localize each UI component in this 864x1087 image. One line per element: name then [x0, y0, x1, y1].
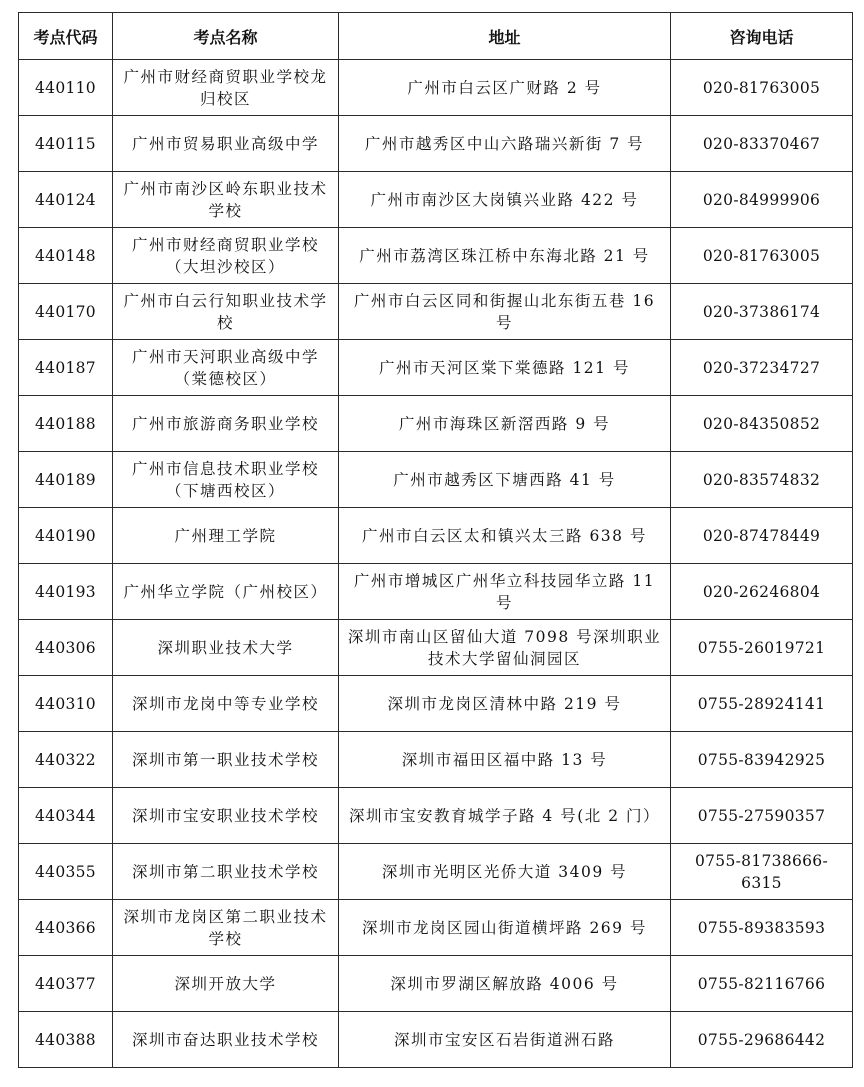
site-code-cell: 440148	[19, 228, 113, 284]
site-name-cell: 广州市财经商贸职业学校龙归校区	[113, 60, 339, 116]
header-site-code: 考点代码	[19, 13, 113, 60]
table-row	[19, 228, 853, 284]
phone-cell: 020-84999906	[671, 172, 853, 228]
table-row	[19, 60, 853, 116]
table-row	[19, 788, 853, 844]
address-cell: 深圳市宝安教育城学子路 4 号(北 2 门）	[339, 788, 671, 844]
table-row	[19, 396, 853, 452]
address-cell: 广州市增城区广州华立科技园华立路 11 号	[339, 564, 671, 620]
address-cell: 广州市白云区太和镇兴太三路 638 号	[339, 508, 671, 564]
site-name-cell: 深圳市第一职业技术学校	[113, 732, 339, 788]
table-row	[19, 564, 853, 620]
address-cell: 广州市白云区同和街握山北东街五巷 16 号	[339, 284, 671, 340]
site-name-cell: 广州市信息技术职业学校（下塘西校区）	[113, 452, 339, 508]
phone-cell: 020-37386174	[671, 284, 853, 340]
phone-cell: 0755-83942925	[671, 732, 853, 788]
address-cell: 深圳市南山区留仙大道 7098 号深圳职业技术大学留仙洞园区	[339, 620, 671, 676]
table-header	[19, 13, 853, 60]
site-code-cell: 440124	[19, 172, 113, 228]
site-name-cell: 广州市白云行知职业技术学校	[113, 284, 339, 340]
phone-cell: 0755-82116766	[671, 956, 853, 1012]
site-code-cell: 440188	[19, 396, 113, 452]
address-cell: 深圳市宝安区石岩街道洲石路	[339, 1012, 671, 1068]
site-name-cell: 广州市贸易职业高级中学	[113, 116, 339, 172]
exam-site-table-container	[18, 12, 852, 1068]
address-cell: 广州市越秀区下塘西路 41 号	[339, 452, 671, 508]
header-row	[19, 13, 853, 60]
table-row	[19, 620, 853, 676]
phone-cell: 020-81763005	[671, 228, 853, 284]
site-code-cell: 440170	[19, 284, 113, 340]
header-address: 地址	[339, 13, 671, 60]
table-row	[19, 452, 853, 508]
site-name-cell: 深圳开放大学	[113, 956, 339, 1012]
site-name-cell: 广州市旅游商务职业学校	[113, 396, 339, 452]
address-cell: 广州市荔湾区珠江桥中东海北路 21 号	[339, 228, 671, 284]
site-name-cell: 广州市天河职业高级中学（棠德校区）	[113, 340, 339, 396]
address-cell: 广州市天河区棠下棠德路 121 号	[339, 340, 671, 396]
phone-cell: 0755-81738666-6315	[671, 844, 853, 900]
site-name-cell: 广州华立学院（广州校区）	[113, 564, 339, 620]
phone-cell: 020-83370467	[671, 116, 853, 172]
site-name-cell: 深圳市宝安职业技术学校	[113, 788, 339, 844]
address-cell: 深圳市福田区福中路 13 号	[339, 732, 671, 788]
table-row	[19, 844, 853, 900]
site-code-cell: 440187	[19, 340, 113, 396]
site-code-cell: 440189	[19, 452, 113, 508]
phone-cell: 0755-29686442	[671, 1012, 853, 1068]
site-name-cell: 广州市财经商贸职业学校（大坦沙校区）	[113, 228, 339, 284]
site-code-cell: 440110	[19, 60, 113, 116]
address-cell: 广州市南沙区大岗镇兴业路 422 号	[339, 172, 671, 228]
table-row	[19, 900, 853, 956]
address-cell: 深圳市罗湖区解放路 4006 号	[339, 956, 671, 1012]
phone-cell: 020-83574832	[671, 452, 853, 508]
table-row	[19, 732, 853, 788]
site-name-cell: 广州理工学院	[113, 508, 339, 564]
site-code-cell: 440310	[19, 676, 113, 732]
site-code-cell: 440190	[19, 508, 113, 564]
site-code-cell: 440377	[19, 956, 113, 1012]
table-row	[19, 676, 853, 732]
address-cell: 广州市白云区广财路 2 号	[339, 60, 671, 116]
address-cell: 深圳市龙岗区园山街道横坪路 269 号	[339, 900, 671, 956]
table-row	[19, 116, 853, 172]
site-name-cell: 深圳市龙岗中等专业学校	[113, 676, 339, 732]
address-cell: 广州市越秀区中山六路瑞兴新街 7 号	[339, 116, 671, 172]
address-cell: 深圳市龙岗区清林中路 219 号	[339, 676, 671, 732]
site-code-cell: 440366	[19, 900, 113, 956]
phone-cell: 0755-89383593	[671, 900, 853, 956]
header-phone: 咨询电话	[671, 13, 853, 60]
table-row	[19, 340, 853, 396]
header-site-name: 考点名称	[113, 13, 339, 60]
phone-cell: 0755-27590357	[671, 788, 853, 844]
site-name-cell: 深圳市第二职业技术学校	[113, 844, 339, 900]
site-name-cell: 深圳市龙岗区第二职业技术学校	[113, 900, 339, 956]
site-code-cell: 440115	[19, 116, 113, 172]
site-code-cell: 440322	[19, 732, 113, 788]
table-body	[19, 60, 853, 1068]
phone-cell: 020-26246804	[671, 564, 853, 620]
phone-cell: 020-84350852	[671, 396, 853, 452]
phone-cell: 020-37234727	[671, 340, 853, 396]
site-code-cell: 440306	[19, 620, 113, 676]
table-row	[19, 172, 853, 228]
address-cell: 广州市海珠区新滘西路 9 号	[339, 396, 671, 452]
site-code-cell: 440355	[19, 844, 113, 900]
table-row	[19, 284, 853, 340]
exam-site-table	[18, 12, 853, 1068]
phone-cell: 0755-26019721	[671, 620, 853, 676]
phone-cell: 020-81763005	[671, 60, 853, 116]
table-row	[19, 1012, 853, 1068]
site-name-cell: 深圳职业技术大学	[113, 620, 339, 676]
phone-cell: 0755-28924141	[671, 676, 853, 732]
table-row	[19, 508, 853, 564]
site-name-cell: 深圳市奋达职业技术学校	[113, 1012, 339, 1068]
site-code-cell: 440344	[19, 788, 113, 844]
phone-cell: 020-87478449	[671, 508, 853, 564]
address-cell: 深圳市光明区光侨大道 3409 号	[339, 844, 671, 900]
table-row	[19, 956, 853, 1012]
site-code-cell: 440193	[19, 564, 113, 620]
site-name-cell: 广州市南沙区岭东职业技术学校	[113, 172, 339, 228]
site-code-cell: 440388	[19, 1012, 113, 1068]
